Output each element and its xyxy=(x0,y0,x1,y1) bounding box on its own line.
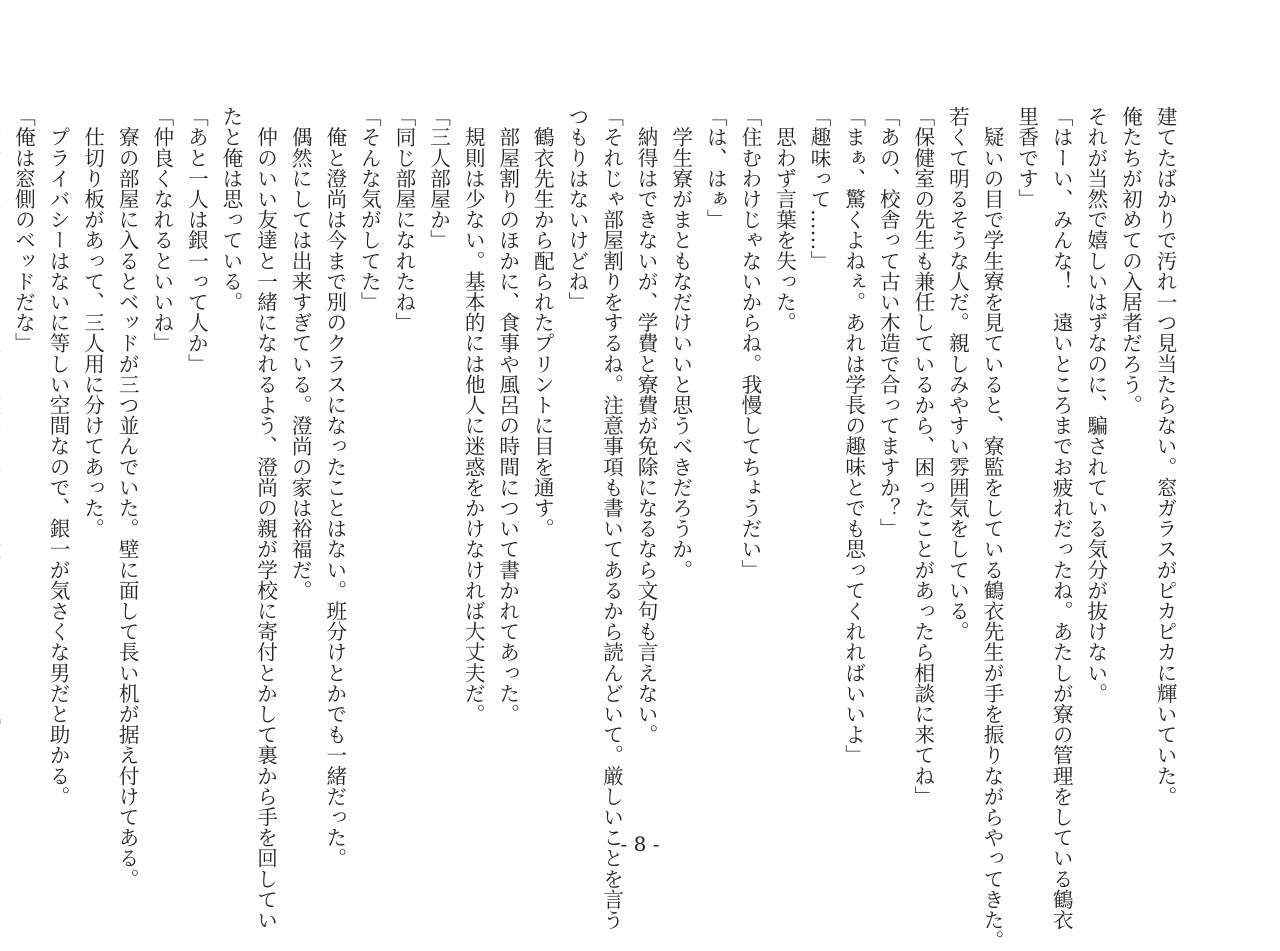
text-line: 仕切り板があって、三人用に分けてあった。 xyxy=(80,106,105,539)
text-line: 思わず言葉を失った。 xyxy=(772,106,797,333)
text-line: 「趣味って……」 xyxy=(807,106,832,271)
text-line: 「そんな気がしてた」 xyxy=(357,106,382,312)
text-line: 鶴衣先生から配られたプリントに目を通す。 xyxy=(530,106,555,539)
text-line: 寮の部屋に入るとベッドが三つ並んでいた。壁に面して長い机が据え付けてある。 xyxy=(115,106,140,889)
text-line: 「まぁ、驚くよねぇ。あれは学長の趣味とでも思ってくれればいいよ」 xyxy=(841,106,866,766)
text-line: 若くて明るそうな人だ。親しみやすい雰囲気をしている。 xyxy=(945,106,970,642)
text-line: 「は、はぁ」 xyxy=(703,106,728,230)
text-line: プライバシーはないに等しい空間なので、銀一が気さくな男だと助かる。 xyxy=(46,106,70,807)
text-line: 「俺は窓側のベッドだな」 xyxy=(11,106,36,354)
text-line: 部屋割りのほかに、食事や風呂の時間について書かれてあった。 xyxy=(495,106,520,724)
text-line: 「あの、校舎って古い木造で合ってますか？」 xyxy=(876,106,901,539)
text-line: 「三人部屋か」 xyxy=(426,106,451,251)
text-line: 「住むわけじゃないからね。我慢してちょうだい」 xyxy=(737,106,762,580)
text-line: 俺たちが初めての入居者だろう。 xyxy=(1118,106,1143,415)
text-line: 「はーい、みんな！ 遠いところまでお疲れだったね。あたしが寮の管理をしている鶴衣 xyxy=(1049,106,1074,930)
text-line: 規則は少ない。基本的には他人に迷惑をかけなければ大丈夫だ。 xyxy=(461,106,486,724)
text-line: 疑いの目で学生寮を見ていると、寮監をしている鶴衣先生が手を振りながらやってきた。 xyxy=(980,106,1005,951)
text-line: 「仲良くなれるといいね」 xyxy=(149,106,174,354)
text-line: 「保健室の先生も兼任しているから、困ったことがあったら相談に来てね」 xyxy=(910,106,935,807)
page-number: - 8 - xyxy=(620,832,660,856)
text-line: 「それじゃ部屋割りをするね。注意事項も書いてあるから読んどいて。厳しいことを言う xyxy=(599,106,624,930)
text-line: たと俺は思っている。 xyxy=(218,106,243,312)
text-line: 里香です」 xyxy=(1014,106,1039,209)
text-line: 俺と澄尚は今まで別のクラスになったことはない。班分けとかでも一緒だった。 xyxy=(322,106,347,869)
text-line: 「同じ部屋になれたね」 xyxy=(391,106,416,333)
text-line: 学生寮がまともなだけいいと思うべきだろうか。 xyxy=(668,106,693,580)
text-line: それが当然で嬉しいはずなのに、騙されている気分が抜けない。 xyxy=(1083,106,1108,704)
text-line: つもりはないけどね」 xyxy=(564,106,589,312)
vertical-text-body xyxy=(0,106,1182,951)
text-line: 納得はできないが、学費と寮費が免除になるなら文句も言えない。 xyxy=(634,106,659,745)
text-line: 偶然にしては出来すぎている。澄尚の家は裕福だ。 xyxy=(288,106,313,601)
text-line xyxy=(0,106,6,826)
text-line: 建てたばかりで汚れ一つ見当たらない。窓ガラスがピカピカに輝いていた。 xyxy=(1153,106,1177,807)
text-line: 仲のいい友達と一緒になれるよう、澄尚の親が学校に寄付とかして裏から手を回してい xyxy=(253,106,278,930)
text-line: 「あと一人は銀一って人か」 xyxy=(184,106,209,374)
